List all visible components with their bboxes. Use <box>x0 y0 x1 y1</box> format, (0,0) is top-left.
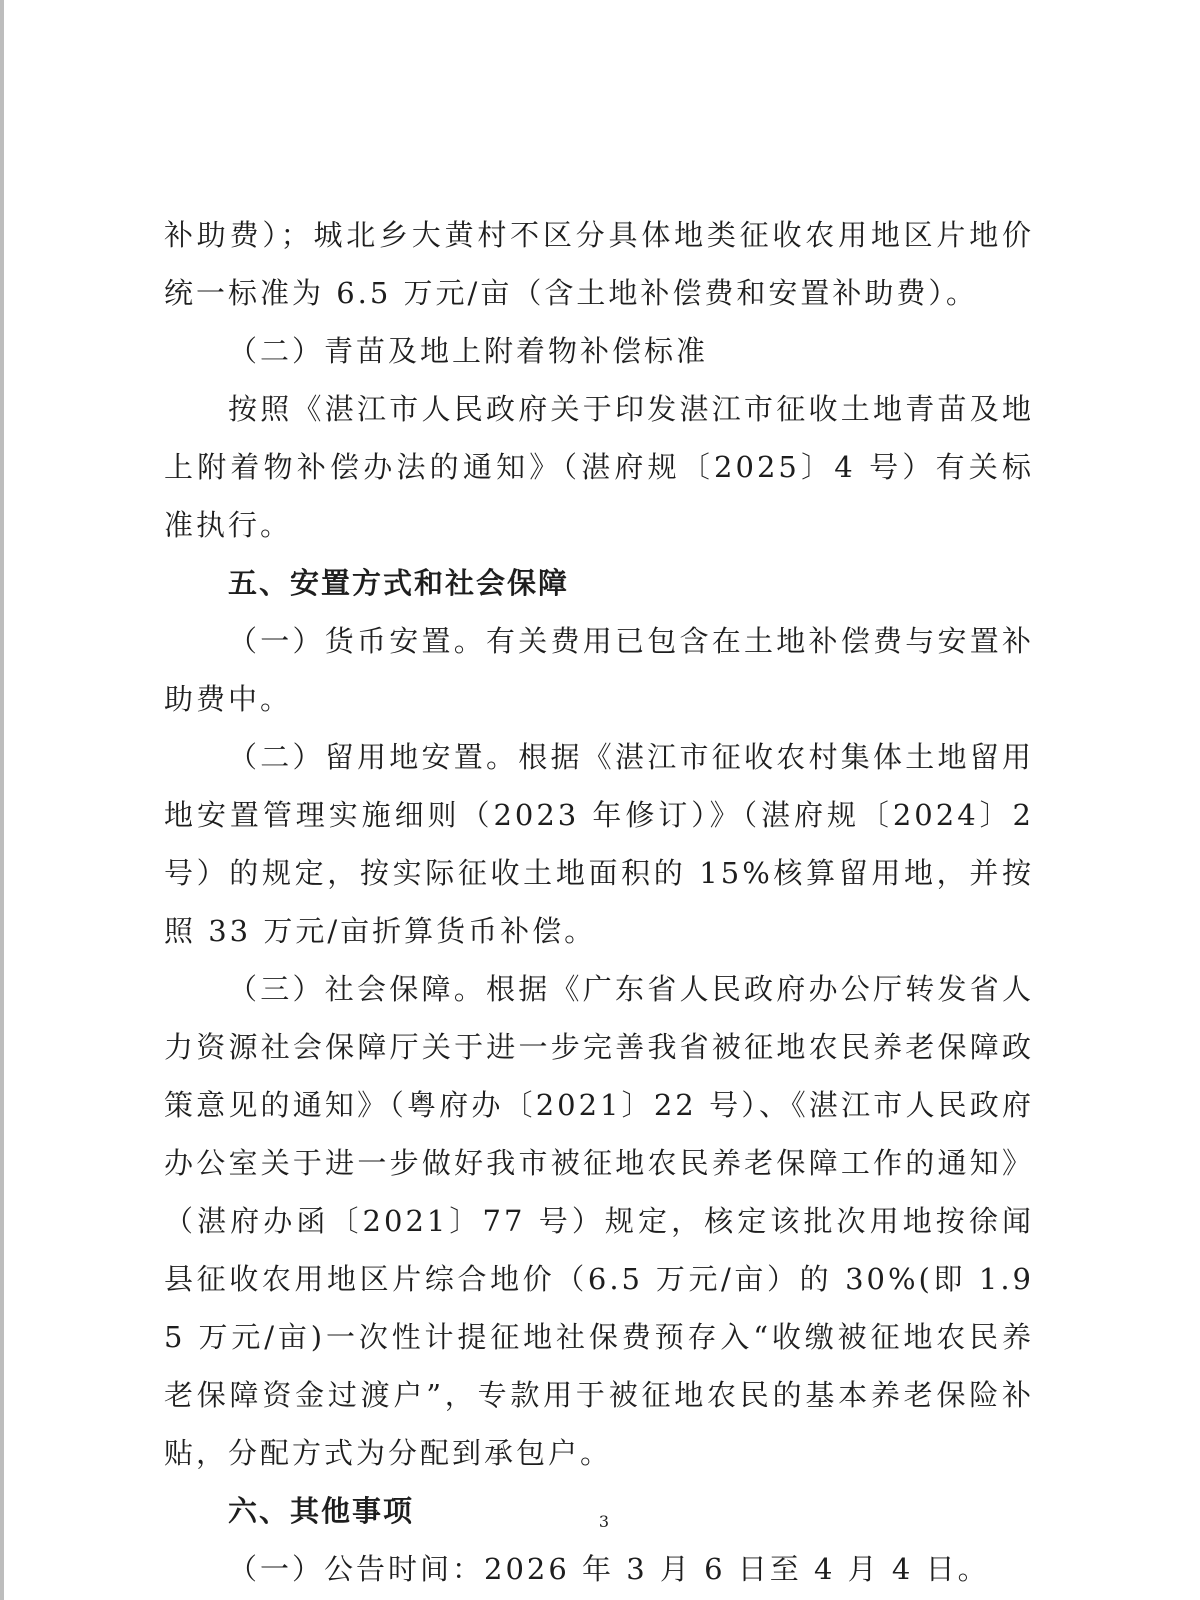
paragraph-social-security: （三）社会保障。根据《广东省人民政府办公厅转发省人力资源社会保障厅关于进一步完善我省被征地农民养老保障政策意见的通知》（粤府办〔2021〕22 号）、《湛江市人民政府办公室关于进一步做好我市被征地农民养老保障工作的通知》（湛府办函〔2021〕77 号）规定，核定该批次用地按徐闻县征收农用地区片综合地价（6.5 万元/亩）的 30%(即 1.95 万元/亩)一次性计提征地社保费预存入“收缴被征地农民养老保障资金过渡户”，专款用于被征地农民的基本养老保险补贴，分配方式为分配到承包户。 <box>164 972 1034 1470</box>
paragraph-monetary-resettlement: （一）货币安置。有关费用已包含在土地补偿费与安置补助费中。 <box>164 624 1034 716</box>
paragraph-reserved-land-resettlement: （二）留用地安置。根据《湛江市征收农村集体土地留用地安置管理实施细则（2023 年修订）》（湛府规〔2024〕2 号）的规定，按实际征收土地面积的 15%核算留用地，并按照 33 万元/亩折算货币补偿。 <box>164 740 1034 948</box>
heading-resettlement-social-security: 五、安置方式和社会保障 <box>228 566 570 600</box>
paragraph-announcement-period: （一）公告时间：2026 年 3 月 6 日至 4 月 4 日。 <box>228 1552 990 1586</box>
paragraph-land-price-continuation: 补助费）；城北乡大黄村不区分具体地类征收农用地区片地价统一标准为 6.5 万元/亩（含土地补偿费和安置补助费）。 <box>164 218 1034 310</box>
subheading-crop-compensation: （二）青苗及地上附着物补偿标准 <box>228 334 709 368</box>
page-number: 3 <box>598 1512 610 1531</box>
document-body <box>164 206 1034 1598</box>
heading-other-matters: 六、其他事项 <box>228 1494 415 1528</box>
paragraph-crop-compensation-standard: 按照《湛江市人民政府关于印发湛江市征收土地青苗及地上附着物补偿办法的通知》（湛府规〔2025〕4 号）有关标准执行。 <box>164 392 1034 542</box>
